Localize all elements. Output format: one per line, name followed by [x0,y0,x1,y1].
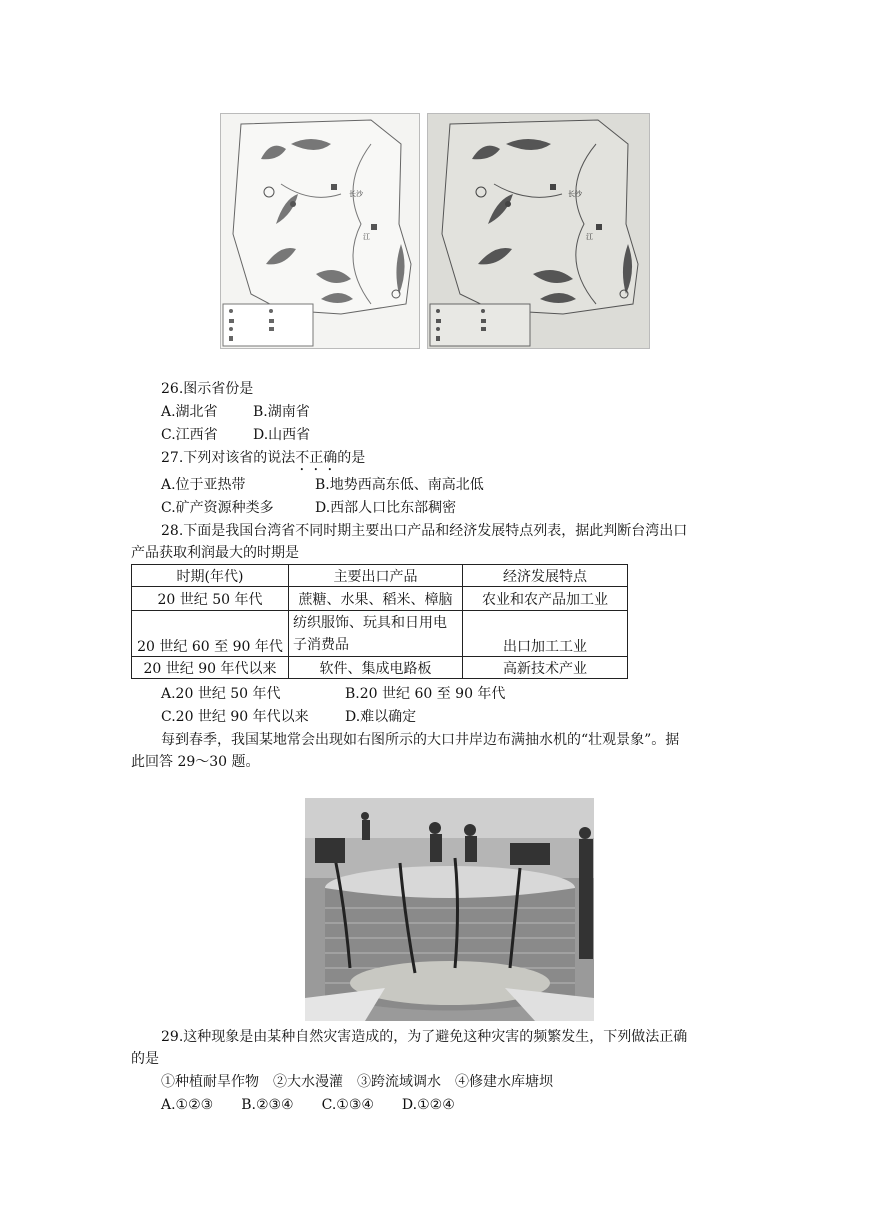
q28-stem-line2: 产品获取利润最大的时期是 [131,545,299,561]
table-cell: 蔗糖、水果、稻米、樟脑 [289,587,463,611]
table-cell: 软件、集成电路板 [289,657,463,679]
table-header-cell: 主要出口产品 [289,565,463,587]
intro-29-30-line2: 此回答 29～30 题。 [131,754,260,770]
q28-option-c: C.20 世纪 90 年代以来 [161,709,309,725]
q27-option-c: C.矿产资源种类多 [161,500,274,516]
q27-stem [161,448,365,474]
table-header-cell: 经济发展特点 [463,565,628,587]
table-cell: 20 世纪 60 至 90 年代 [132,611,289,657]
q29-stem-line1: 29.这种现象是由某种自然灾害造成的，为了避免这种灾害的频繁发生，下列做法正确 [161,1029,688,1045]
q27-option-d: D.西部人口比东部稠密 [315,500,457,516]
table-cell: 20 世纪 90 年代以来 [132,657,289,679]
q28-option-b: B.20 世纪 60 至 90 年代 [345,686,506,702]
map-right-river-label: 江 [586,233,593,241]
q26-option-d: D.山西省 [253,427,311,443]
province-map-left [220,113,420,349]
q27-stem-pre: 27.下列对该省的说法 [161,450,296,466]
table-row [132,657,628,679]
q27-option-b: B.地势西高东低、南高北低 [315,477,484,493]
q28-option-d: D.难以确定 [345,709,417,725]
map-left-river-label: 江 [363,233,370,241]
table-header-cell: 时期(年代) [132,565,289,587]
q26-stem: 26.图示省份是 [161,381,254,397]
q27-option-a: A.位于亚热带 [161,477,246,493]
q29-choices: ①种植耐旱作物 ②大水漫灌 ③跨流域调水 ④修建水库塘坝 [161,1074,553,1090]
map-left-drawing [221,114,419,348]
province-map-right [427,113,650,349]
table-cell: 纺织服饰、玩具和日用电子消费品 [289,611,463,657]
table-row [132,587,628,611]
intro-29-30-line1: 每到春季，我国某地常会出现如右图所示的大口井岸边布满抽水机的“壮观景象”。据 [161,732,680,748]
map-right-changsha-label: 长沙 [568,190,582,198]
well-photo-drawing [305,798,594,1021]
well-pumps-photo [305,798,594,1021]
table-cell: 出口加工工业 [463,611,628,657]
q26-option-c: C.江西省 [161,427,218,443]
table-row [132,611,628,657]
table-cell: 20 世纪 50 年代 [132,587,289,611]
q27-stem-emphasis: 不正确 [295,450,338,466]
taiwan-export-table [131,564,628,679]
q29-stem-line2: 的是 [131,1051,159,1067]
map-right-drawing [428,114,649,348]
q28-option-a: A.20 世纪 50 年代 [161,686,281,702]
q26-option-a: A.湖北省 [161,404,218,420]
q29-options: A.①②③ B.②③④ C.①③④ D.①②④ [161,1097,455,1113]
table-cell: 高新技术产业 [463,657,628,679]
q28-stem-line1: 28.下面是我国台湾省不同时期主要出口产品和经济发展特点列表，据此判断台湾出口 [161,523,688,539]
map-left-changsha-label: 长沙 [349,190,363,198]
q26-option-b: B.湖南省 [253,404,310,420]
table-header-row [132,565,628,587]
table-cell: 农业和农产品加工业 [463,587,628,611]
q27-stem-post: 的是 [337,450,366,466]
